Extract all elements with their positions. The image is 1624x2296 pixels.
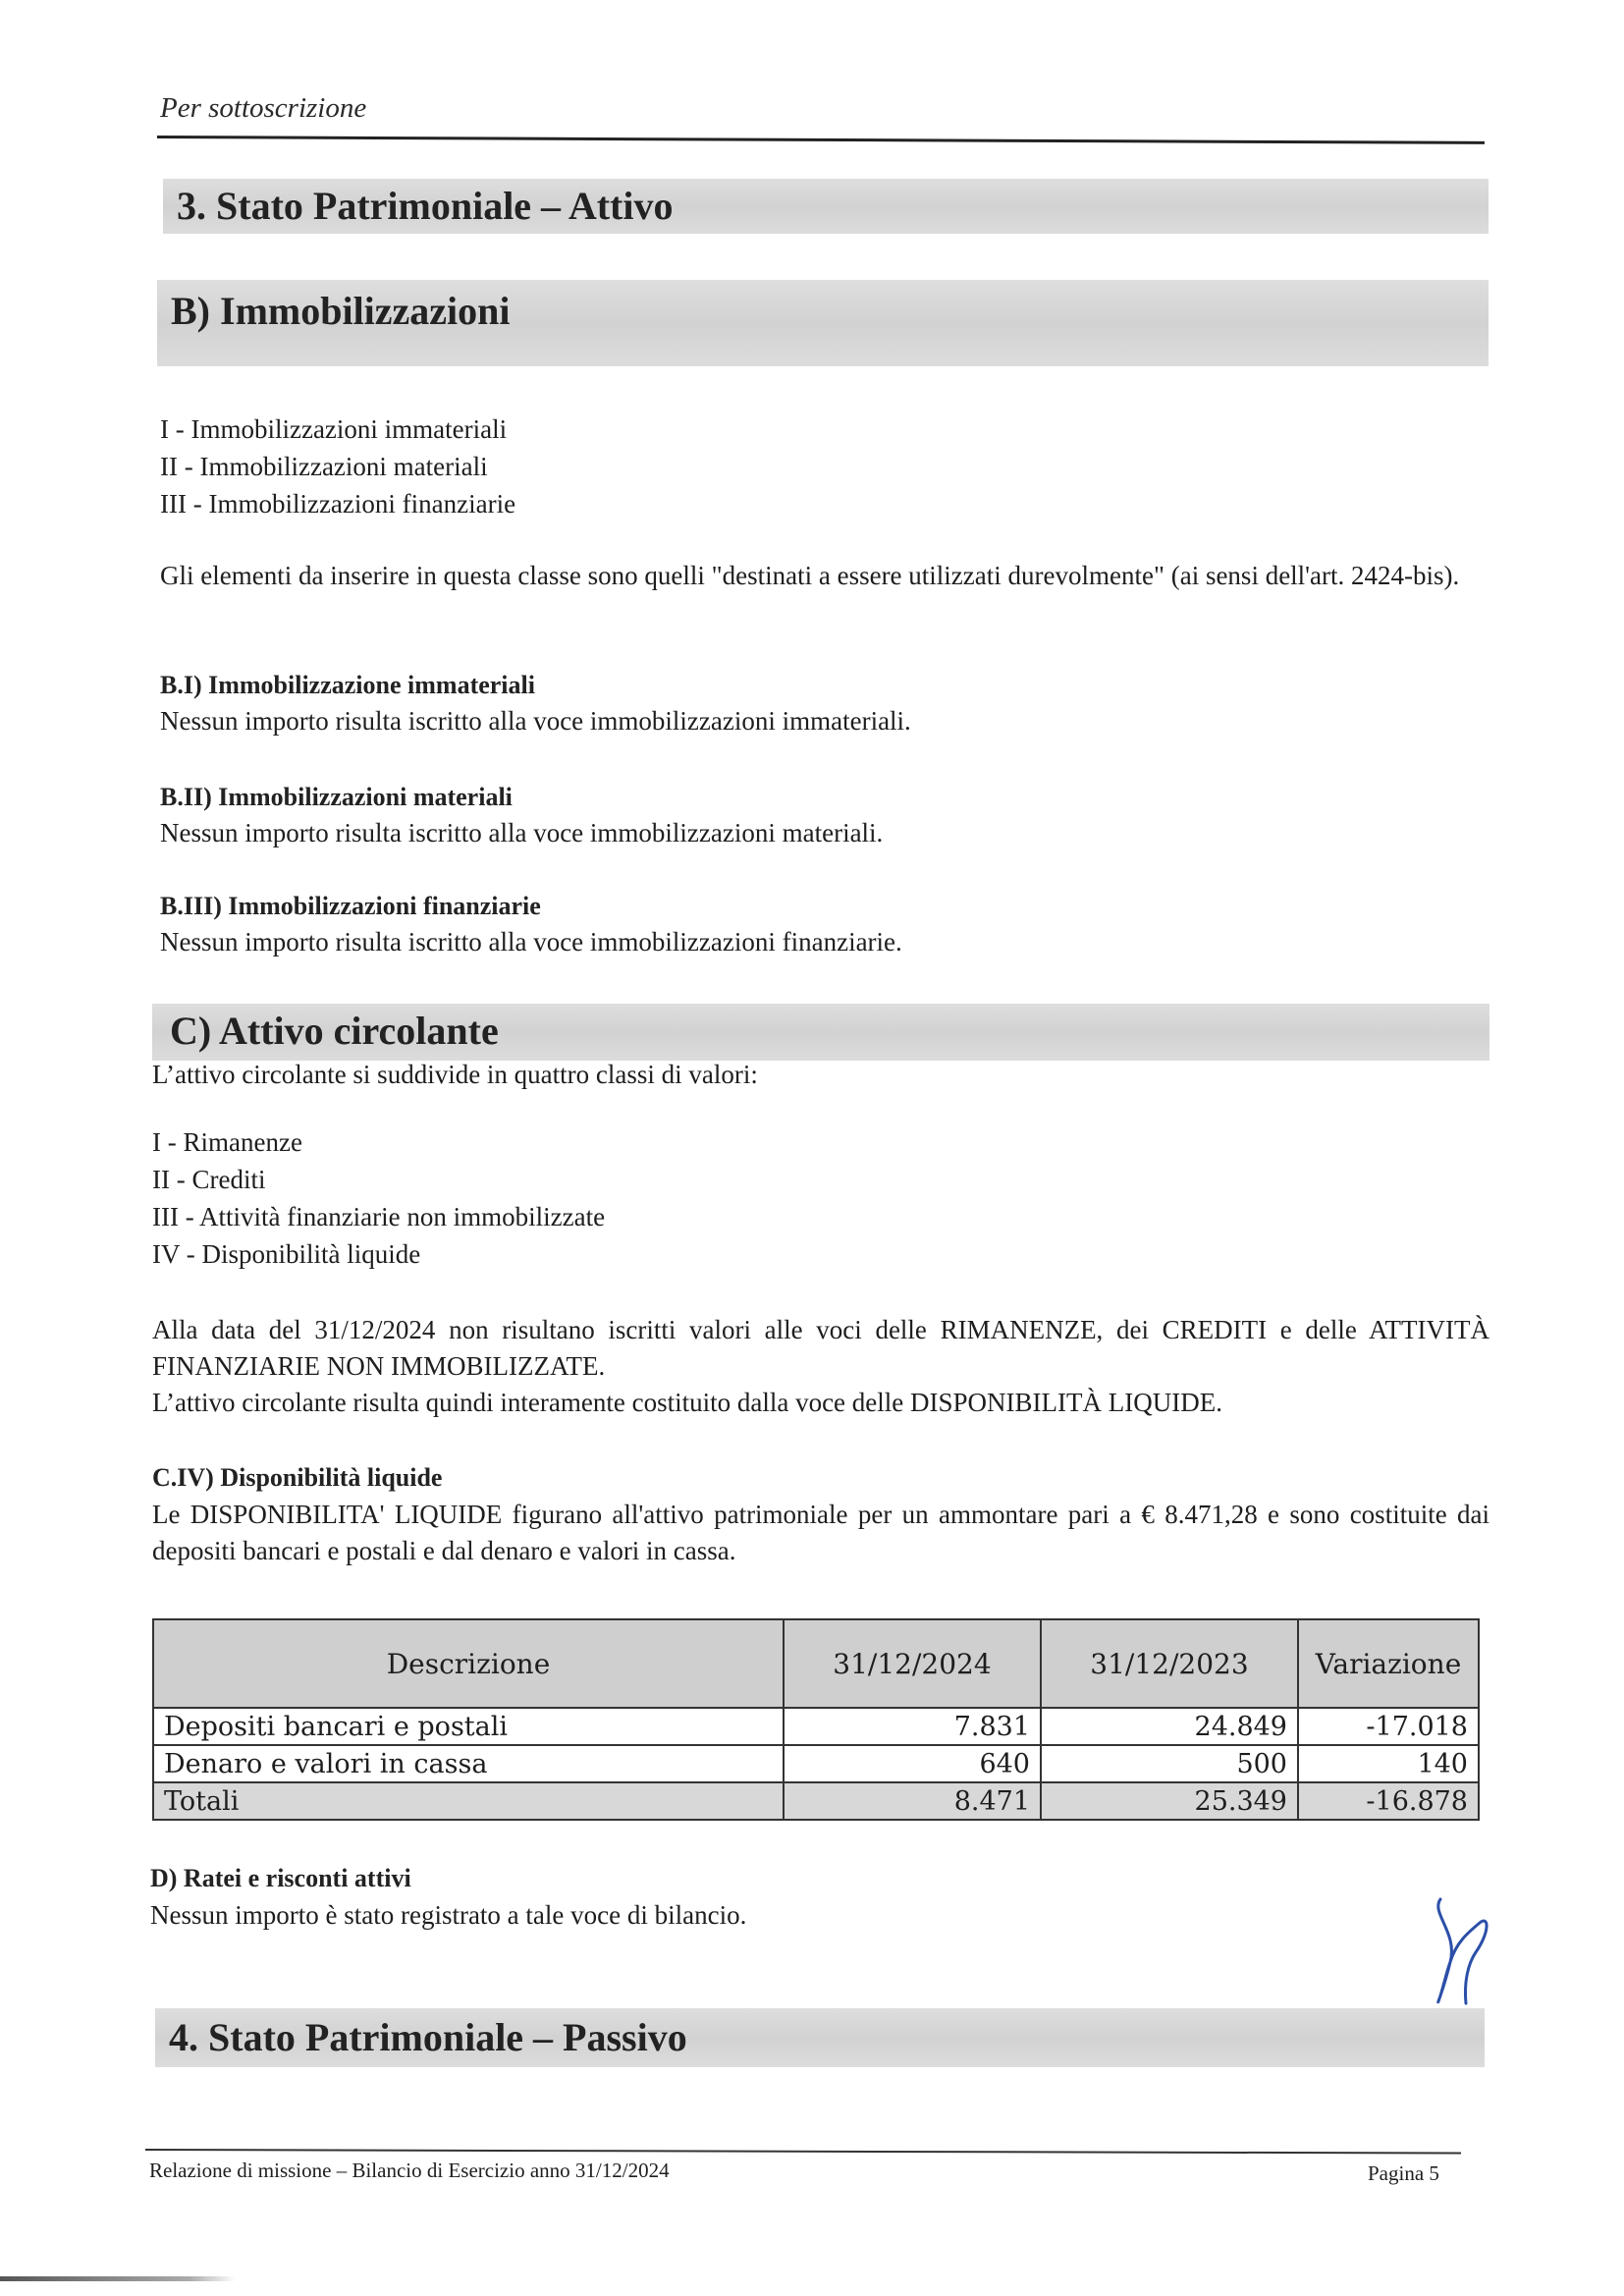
- disponibilita-liquide-table: [152, 1618, 1480, 1821]
- subsection-bii-text: Nessun importo risulta iscritto alla voce immobilizzazioni materiali.: [160, 818, 884, 847]
- section-b-title: B) Immobilizzazioni: [171, 289, 511, 333]
- footer-page-number: Pagina 5: [1368, 2161, 1439, 2185]
- cell-2024: 7.831: [784, 1708, 1041, 1745]
- table-row: [153, 1745, 1479, 1782]
- section-c-para-1: Alla data del 31/12/2024 non risultano iscritti valori alle voci delle RIMANENZE, dei CREDITI e delle ATTIVITÀ FINANZIARIE NON IMMOBILIZZATE.: [152, 1315, 1489, 1381]
- section-4-title: 4. Stato Patrimoniale – Passivo: [169, 2015, 687, 2059]
- cell-total-2024: 8.471: [784, 1782, 1041, 1820]
- list-item: II - Crediti: [152, 1165, 266, 1194]
- subsection-bi-text: Nessun importo risulta iscritto alla voce immobilizzazioni immateriali.: [160, 706, 911, 736]
- header-divider: [157, 136, 1485, 144]
- section-c-intro: L’attivo circolante si suddivide in quattro classi di valori:: [152, 1060, 758, 1089]
- footer-document-title: Relazione di missione – Bilancio di Esercizio anno 31/12/2024: [149, 2159, 670, 2182]
- cell-descrizione: Depositi bancari e postali: [153, 1708, 784, 1745]
- handwritten-signature-icon: [1429, 1893, 1497, 2011]
- cell-2024: 640: [784, 1745, 1041, 1782]
- section-4-band: [155, 2008, 1485, 2067]
- list-item: I - Rimanenze: [152, 1127, 302, 1157]
- cell-2023: 500: [1041, 1745, 1298, 1782]
- list-item: II - Immobilizzazioni materiali: [160, 452, 488, 481]
- section-b-intro: Gli elementi da inserire in questa classe sono quelli "destinati a essere utilizzati durevolmente" (ai sensi dell'art. 2424-bis).: [160, 561, 1460, 590]
- subsection-bii-title: B.II) Immobilizzazioni materiali: [160, 783, 513, 811]
- list-item: IV - Disponibilità liquide: [152, 1239, 421, 1269]
- section-d-text: Nessun importo è stato registrato a tale voce di bilancio.: [150, 1900, 747, 1930]
- cell-descrizione: Denaro e valori in cassa: [153, 1745, 784, 1782]
- subsection-bi-title: B.I) Immobilizzazione immateriali: [160, 671, 535, 699]
- cell-total-variazione: -16.878: [1298, 1782, 1479, 1820]
- scan-edge-shadow: [0, 2276, 236, 2281]
- column-header-2023: 31/12/2023: [1041, 1619, 1298, 1708]
- column-header-variazione: Variazione: [1298, 1619, 1479, 1708]
- page-header-text: Per sottoscrizione: [160, 92, 367, 124]
- section-3-title: 3. Stato Patrimoniale – Attivo: [177, 184, 674, 228]
- cell-totali-label: Totali: [153, 1782, 784, 1820]
- footer-divider: [145, 2149, 1461, 2155]
- section-3-band: [163, 179, 1489, 234]
- list-item: III - Immobilizzazioni finanziarie: [160, 489, 516, 519]
- column-header-2024: 31/12/2024: [784, 1619, 1041, 1708]
- table-total-row: [153, 1782, 1479, 1820]
- section-c-para-2: L’attivo circolante risulta quindi interamente costituito dalla voce delle DISPONIBILITÀ LIQUIDE.: [152, 1388, 1222, 1417]
- attivo-circolante-list: [152, 1123, 605, 1273]
- section-c-title: C) Attivo circolante: [170, 1009, 499, 1053]
- list-item: I - Immobilizzazioni immateriali: [160, 414, 508, 444]
- list-item: III - Attività finanziarie non immobilizzate: [152, 1202, 606, 1231]
- cell-variazione: -17.018: [1298, 1708, 1479, 1745]
- subsection-biii-title: B.III) Immobilizzazioni finanziarie: [160, 892, 541, 920]
- subsection-biii-text: Nessun importo risulta iscritto alla voce immobilizzazioni finanziarie.: [160, 927, 902, 957]
- section-d-title: D) Ratei e risconti attivi: [150, 1864, 411, 1892]
- cell-2023: 24.849: [1041, 1708, 1298, 1745]
- section-c-band: [152, 1004, 1489, 1061]
- immobilizzazioni-list: [160, 410, 515, 522]
- cell-total-2023: 25.349: [1041, 1782, 1298, 1820]
- subsection-civ-title: C.IV) Disponibilità liquide: [152, 1463, 443, 1492]
- subsection-civ-text: Le DISPONIBILITA' LIQUIDE figurano all'attivo patrimoniale per un ammontare pari a € 8.471,28 e sono costituite dai depositi bancari e postali e dal denaro e valori in cassa.: [152, 1500, 1489, 1565]
- cell-variazione: 140: [1298, 1745, 1479, 1782]
- column-header-descrizione: Descrizione: [153, 1619, 784, 1708]
- section-b-band: [157, 280, 1489, 366]
- table-row: [153, 1708, 1479, 1745]
- table-header-row: [153, 1619, 1479, 1708]
